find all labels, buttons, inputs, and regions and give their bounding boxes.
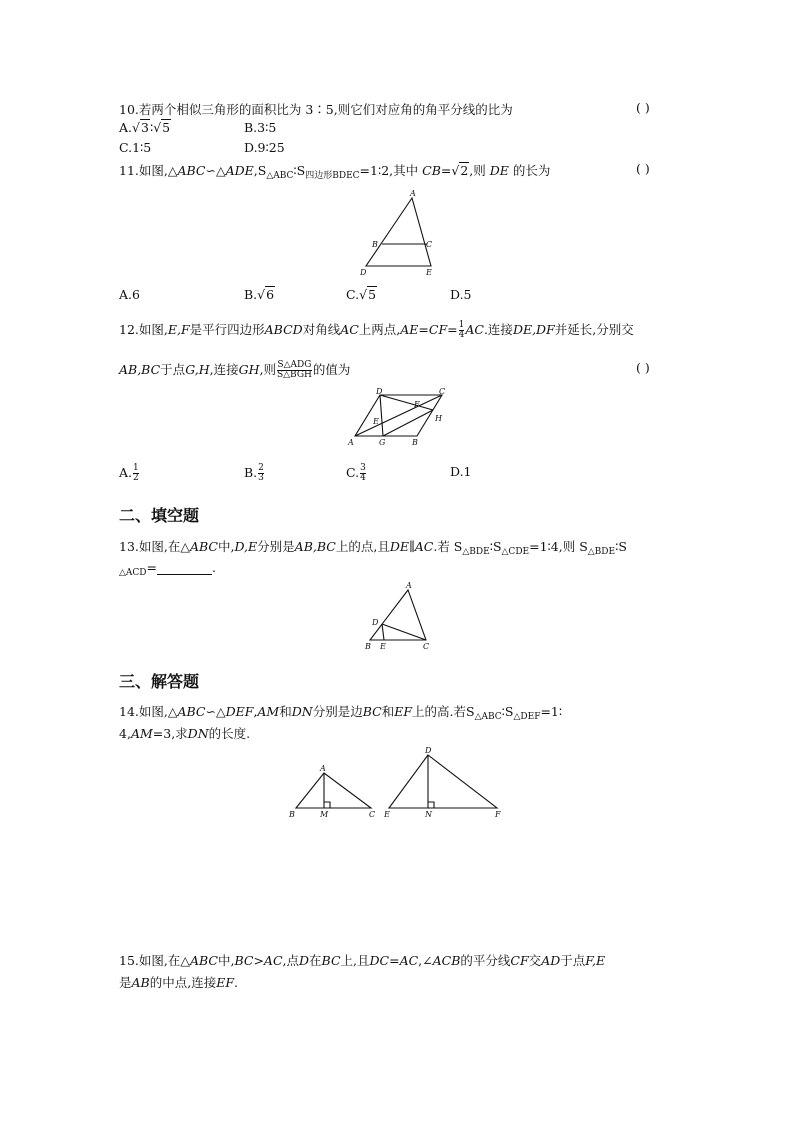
fig-label-a: A [348,438,354,447]
q12-option-b[interactable]: B. $\frac{2}{3}$ [244,463,264,483]
q13-figure [362,582,442,654]
q11-stem: 11.如图$,\triangle ABC∽\triangle ADE,S_{\triangle ABC}∶S_{四边形BDEC}=1∶2$,其中 CB=√2,则 DE 的长为 [119,163,551,181]
fig-label-a: A [320,764,326,773]
q12-option-d[interactable]: D.1 [450,464,472,479]
q11-option-c[interactable]: C.√5 [346,287,377,302]
sqrt-icon: √ [132,120,140,135]
fig-label-f: F [414,400,420,409]
q10-option-c[interactable]: C.1∶5 [119,140,152,155]
fig-label-f: F [495,810,501,819]
fig-label-h: H [435,414,442,423]
fig-label-n: N [425,810,432,819]
fig-label-d: D [372,618,379,627]
fig-label-d: D [425,746,432,755]
fig-label-d: D [360,268,367,277]
q12-option-c[interactable]: C. $\frac{3}{4}$ [346,463,366,483]
fig-label-b: B [372,240,378,249]
q14-right-angle-n [428,802,434,808]
section-heading-fill-blank: 二、填空题 [119,506,200,525]
fig-label-b: B [289,810,295,819]
q11-option-d[interactable]: D.5 [450,287,472,302]
sqrt-icon: √ [451,163,460,178]
q15-stem-line2: 是AB的中点,连接EF. [119,975,239,990]
fig-label-c: C [426,240,433,249]
q10-option-d[interactable]: D.9∶25 [244,140,285,155]
answer-blank[interactable] [157,563,212,575]
fig-label-c: C [423,642,430,651]
q14-triangle-abc [296,773,371,808]
q11-figure [355,190,455,280]
q14-stem-line2: 4,AM=3,求DN的长度. [119,726,251,741]
q14-stem-line1: 14.如图,△ABC∽△DEF,AM和DN分别是边BC和EF上的高.若$S_{\triangle ABC}∶S_{\triangle DEF}=1∶$ [119,704,563,722]
fig-label-e: E [426,268,432,277]
fig-label-m: M [320,810,329,819]
fig-label-b: B [412,438,418,447]
q10-option-a[interactable]: A.√3∶√5 [119,120,171,135]
q14-triangle-def [389,755,497,808]
fraction-area-ratio: $\frac{\text{S△ADG}}{\text{S△BGH}}$ [276,360,312,380]
q11-option-b[interactable]: B.√6 [244,287,275,302]
fig-label-b: B [365,642,371,651]
fig-label-e: E [373,417,379,426]
fig-label-a: A [406,581,412,590]
section-heading-solve: 三、解答题 [119,672,200,691]
q12-figure [345,388,465,448]
fig-label-e: E [384,810,390,819]
sqrt-icon: √ [153,120,162,135]
q10-answer-paren: ( ) [636,100,650,115]
fig-label-c: C [439,387,446,396]
sqrt-icon: √ [257,287,266,302]
q12-segment-dg [380,395,383,436]
q13-stem-line2: $_{\triangle ACD}$= . [119,560,216,578]
q12-answer-paren: ( ) [636,360,650,375]
fig-label-a: A [410,189,416,198]
fig-label-d: D [376,387,383,396]
sqrt-icon: √ [359,287,368,302]
fig-label-g: G [379,438,386,447]
q12-option-a[interactable]: A. $\frac{1}{2}$ [119,463,139,483]
q11-triangle [366,198,431,266]
fraction-one-quarter: $\frac{1}{4}$ [458,320,465,340]
q10-stem: 10.若两个相似三角形的面积比为 3∶5,则它们对应角的角平分线的比为 [119,102,513,117]
q11-option-a[interactable]: A.6 [119,287,140,302]
fig-label-c: C [369,810,376,819]
q12-stem-line2: AB,BC于点G,H,连接GH,则 $\frac{\text{S△ADG}}{\text{S△BGH}}$ 的值为 [119,360,351,380]
q15-stem-line1: 15.如图,在△ABC中,BC>AC,点D在BC上,且DC=AC,∠ACB的平分线CF交AD于点F,E [119,953,606,968]
q13-segment-de [382,624,384,640]
q11-answer-paren: ( ) [636,161,650,176]
q13-segment-dc [382,624,426,640]
q13-triangle [370,590,426,640]
q14-right-angle-m [324,802,330,808]
q13-stem-line1: 13.如图,在△ABC中,D,E分别是AB,BC上的点,且DE∥AC.若 $S_{\triangle BDE}∶S_{\triangle CDE}=1∶4$,则 $S_{\triangle BDE}∶S$ [119,539,627,557]
q14-figure [285,745,515,825]
q12-stem-line1: 12.如图,E,F是平行四边形ABCD对角线AC上两点,AE=CF= $\frac{1}{4}$ AC.连接DE,DF并延长,分别交 [119,320,634,340]
q10-option-b[interactable]: B.3∶5 [244,120,277,135]
fig-label-e: E [380,642,386,651]
